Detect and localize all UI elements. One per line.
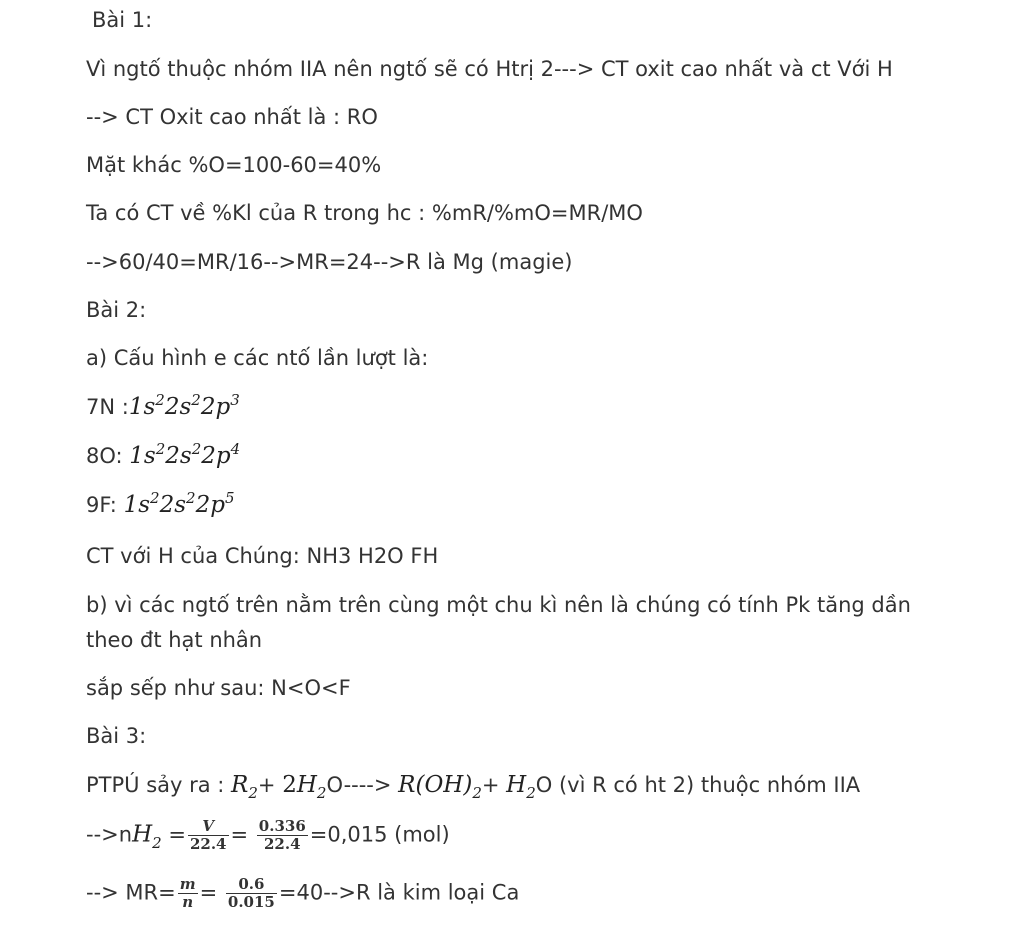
text-line: Ta có CT về %Kl của R trong hc : %mR/%mO=MR/MO	[86, 201, 643, 225]
text-line: -->60/40=MR/16-->MR=24-->R là Mg (magie)	[86, 250, 573, 274]
text-line: b) vì các ngtố trên nằm trên cùng một chu kì nên là chúng có tính Pk tăng dần	[86, 593, 911, 617]
electron-config-o	[86, 442, 240, 472]
text-line: Vì ngtố thuộc nhóm IIA nên ngtố sẽ có Htrị 2---> CT oxit cao nhất và ct Với H	[86, 57, 893, 81]
text-line: sắp sếp như sau: N<O<F	[86, 676, 351, 700]
text-line: Mặt khác %O=100-60=40%	[86, 153, 382, 177]
molar-mass-calculation: --> MR= $\frac{m}{n}$ = $\frac{0.6}{0.015}$ =40-->R là kim loại Ca	[86, 875, 520, 911]
reaction-equation: PTPÚ sảy ra : $R_2+ 2H_2O----> R(OH)_2+ H_2O$ (vì R có ht 2) thuộc nhóm IIA	[86, 772, 861, 802]
math: $1s^22s^22p^3$	[128, 391, 240, 420]
math: $1s^22s^22p^4$	[129, 440, 241, 469]
moles-calculation: $-->nH_2$ = $\frac{V}{22.4}$ = $\frac{0.336}{22.4}$ =0,015 (mol)	[86, 817, 450, 853]
fraction: $\frac{V}{22.4}$	[189, 817, 227, 853]
fraction: $\frac{m}{n}$	[179, 875, 196, 911]
text-line: theo đt hạt nhân	[86, 628, 263, 652]
electron-config-n	[86, 393, 240, 423]
element-label: 8O:	[86, 444, 130, 468]
text-line: --> CT Oxit cao nhất là : RO	[86, 105, 378, 129]
text-line: a) Cấu hình e các ntố lần lượt là:	[86, 346, 429, 370]
electron-config-f	[86, 491, 234, 521]
element-label: 9F:	[86, 493, 124, 517]
heading-bai-2: Bài 2:	[86, 298, 147, 322]
heading-bai-1: Bài 1:	[92, 8, 153, 32]
fraction: $\frac{0.6}{0.015}$	[227, 875, 275, 911]
heading-bai-3: Bài 3:	[86, 724, 147, 748]
math: $1s^22s^22p^5$	[123, 489, 235, 518]
text-line: CT với H của Chúng: NH3 H2O FH	[86, 544, 439, 568]
element-label: 7N :	[86, 395, 129, 419]
fraction: $\frac{0.336}{22.4}$	[258, 817, 306, 853]
